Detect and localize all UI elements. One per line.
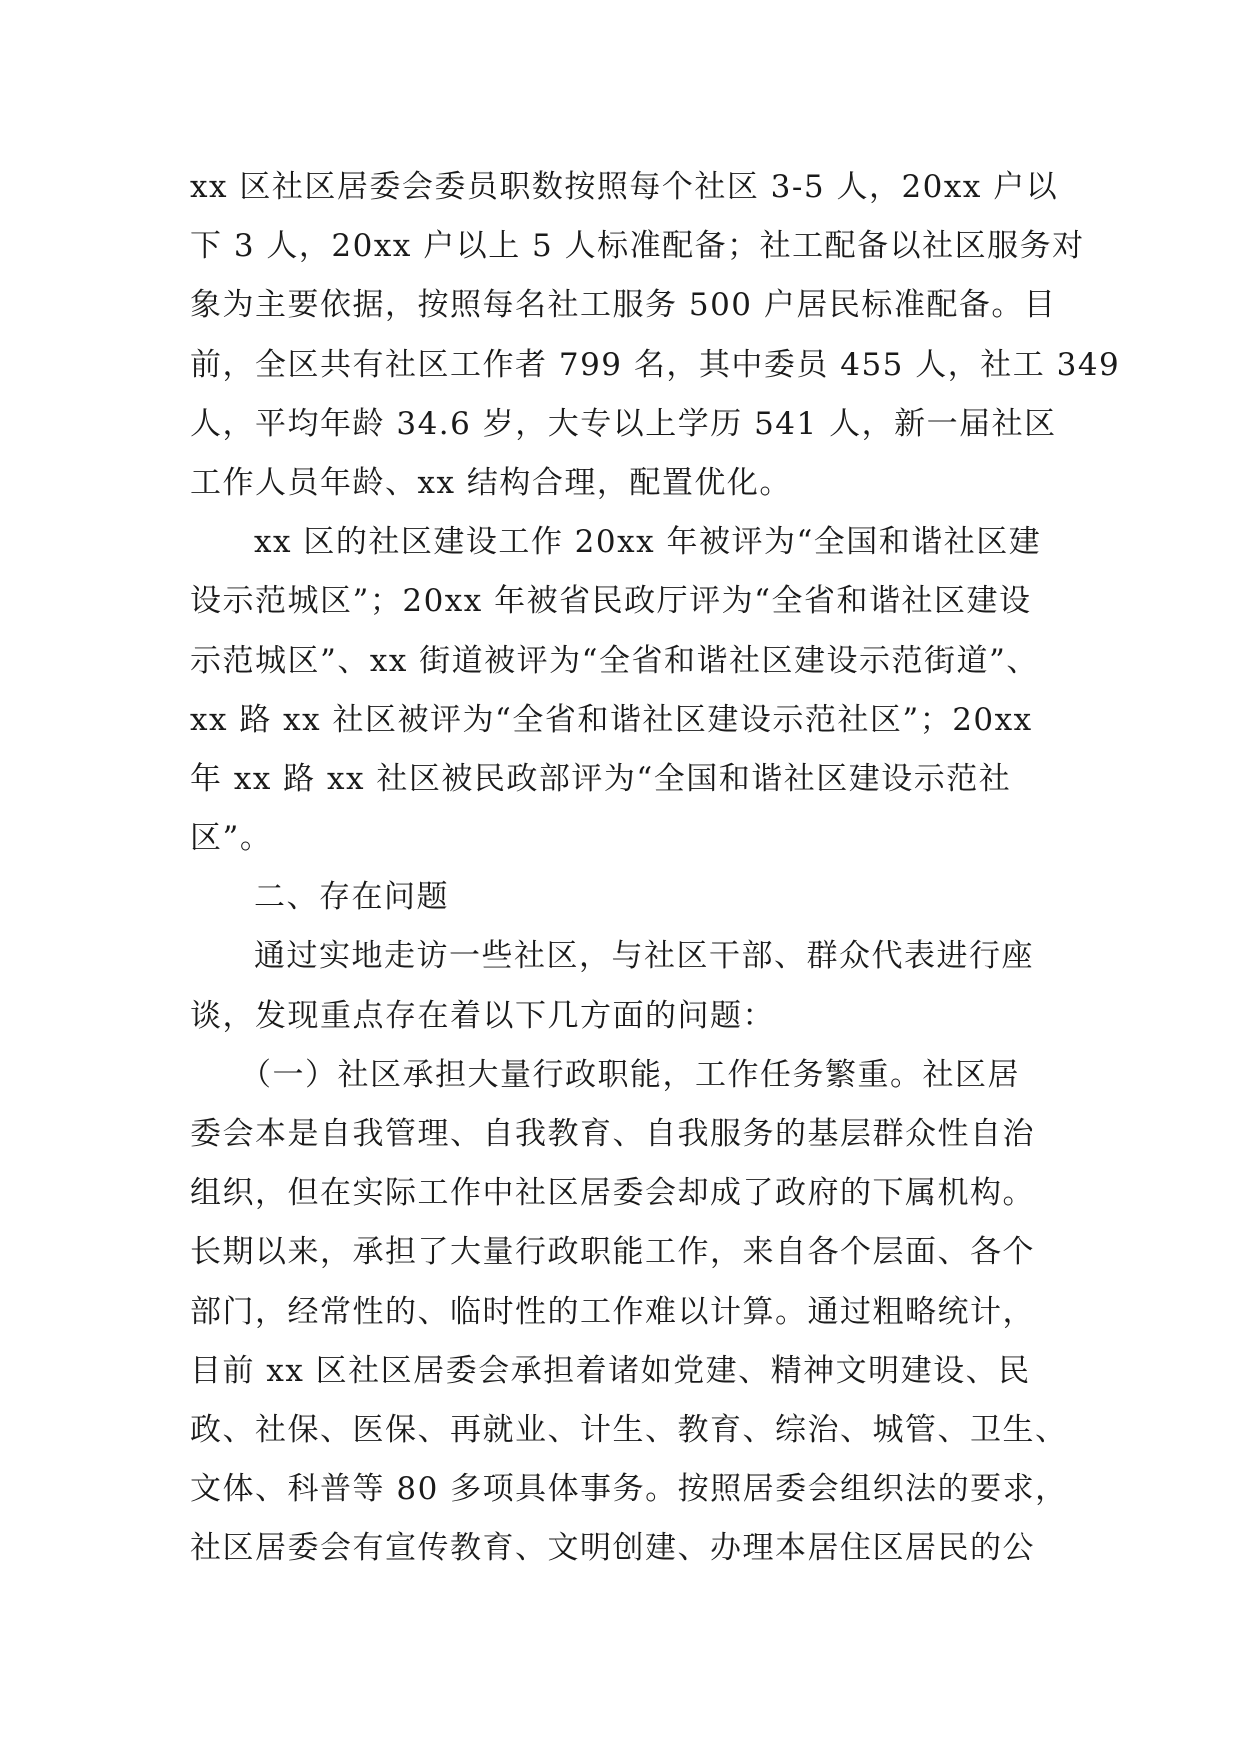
text-line: 社区居委会有宣传教育、文明创建、办理本居住区居民的公 [190,1530,1035,1567]
text-line: 组织，但在实际工作中社区居委会却成了政府的下属机构。 [190,1175,1035,1212]
text-line: 示范城区”、xx 街道被评为“全省和谐社区建设示范街道”、 [190,642,1039,679]
section-heading: 二、存在问题 [254,879,449,916]
text-line: 象为主要依据，按照每名社工服务 500 户居民标准配备。目 [190,287,1057,324]
text-line: 长期以来，承担了大量行政职能工作，来自各个层面、各个 [190,1234,1035,1271]
subsection-heading-line: （一）社区承担大量行政职能，工作任务繁重。社区居 [240,1056,1020,1093]
text-line: xx 路 xx 社区被评为“全省和谐社区建设示范社区”；20xx [190,701,1033,738]
text-line: 前，全区共有社区工作者 799 名，其中委员 455 人，社工 349 [190,346,1121,383]
document-body [190,158,1121,1579]
text-line: 委会本是自我管理、自我教育、自我服务的基层群众性自治 [190,1116,1035,1152]
text-line: 目前 xx 区社区居委会承担着诸如党建、精神文明建设、民 [190,1352,1031,1389]
text-line: 人，平均年龄 34.6 岁，大专以上学历 541 人，新一届社区 [190,405,1057,442]
text-line: 年 xx 路 xx 社区被民政部评为“全国和谐社区建设示范社 [190,760,1012,797]
text-line: 下 3 人，20xx 户以上 5 人标准配备；社工配备以社区服务对 [190,228,1085,265]
text-line: 政、社保、医保、再就业、计生、教育、综治、城管、卫生、 [190,1411,1068,1448]
text-line: 文体、科普等 80 多项具体事务。按照居委会组织法的要求， [190,1471,1068,1508]
text-line: xx 区社区居委会委员职数按照每个社区 3-5 人，20xx 户以 [190,169,1059,205]
text-line: 设示范城区”；20xx 年被省民政厅评为“全省和谐社区建设 [190,583,1032,620]
text-line: xx 区的社区建设工作 20xx 年被评为“全国和谐社区建 [254,524,1042,561]
text-line: 工作人员年龄、xx 结构合理，配置优化。 [190,464,792,501]
text-line: 谈，发现重点存在着以下几方面的问题： [190,997,775,1034]
text-line: 通过实地走访一些社区，与社区干部、群众代表进行座 [254,938,1034,975]
text-line: 区”。 [190,820,273,857]
text-line: 部门，经常性的、临时性的工作难以计算。通过粗略统计， [190,1293,1035,1330]
